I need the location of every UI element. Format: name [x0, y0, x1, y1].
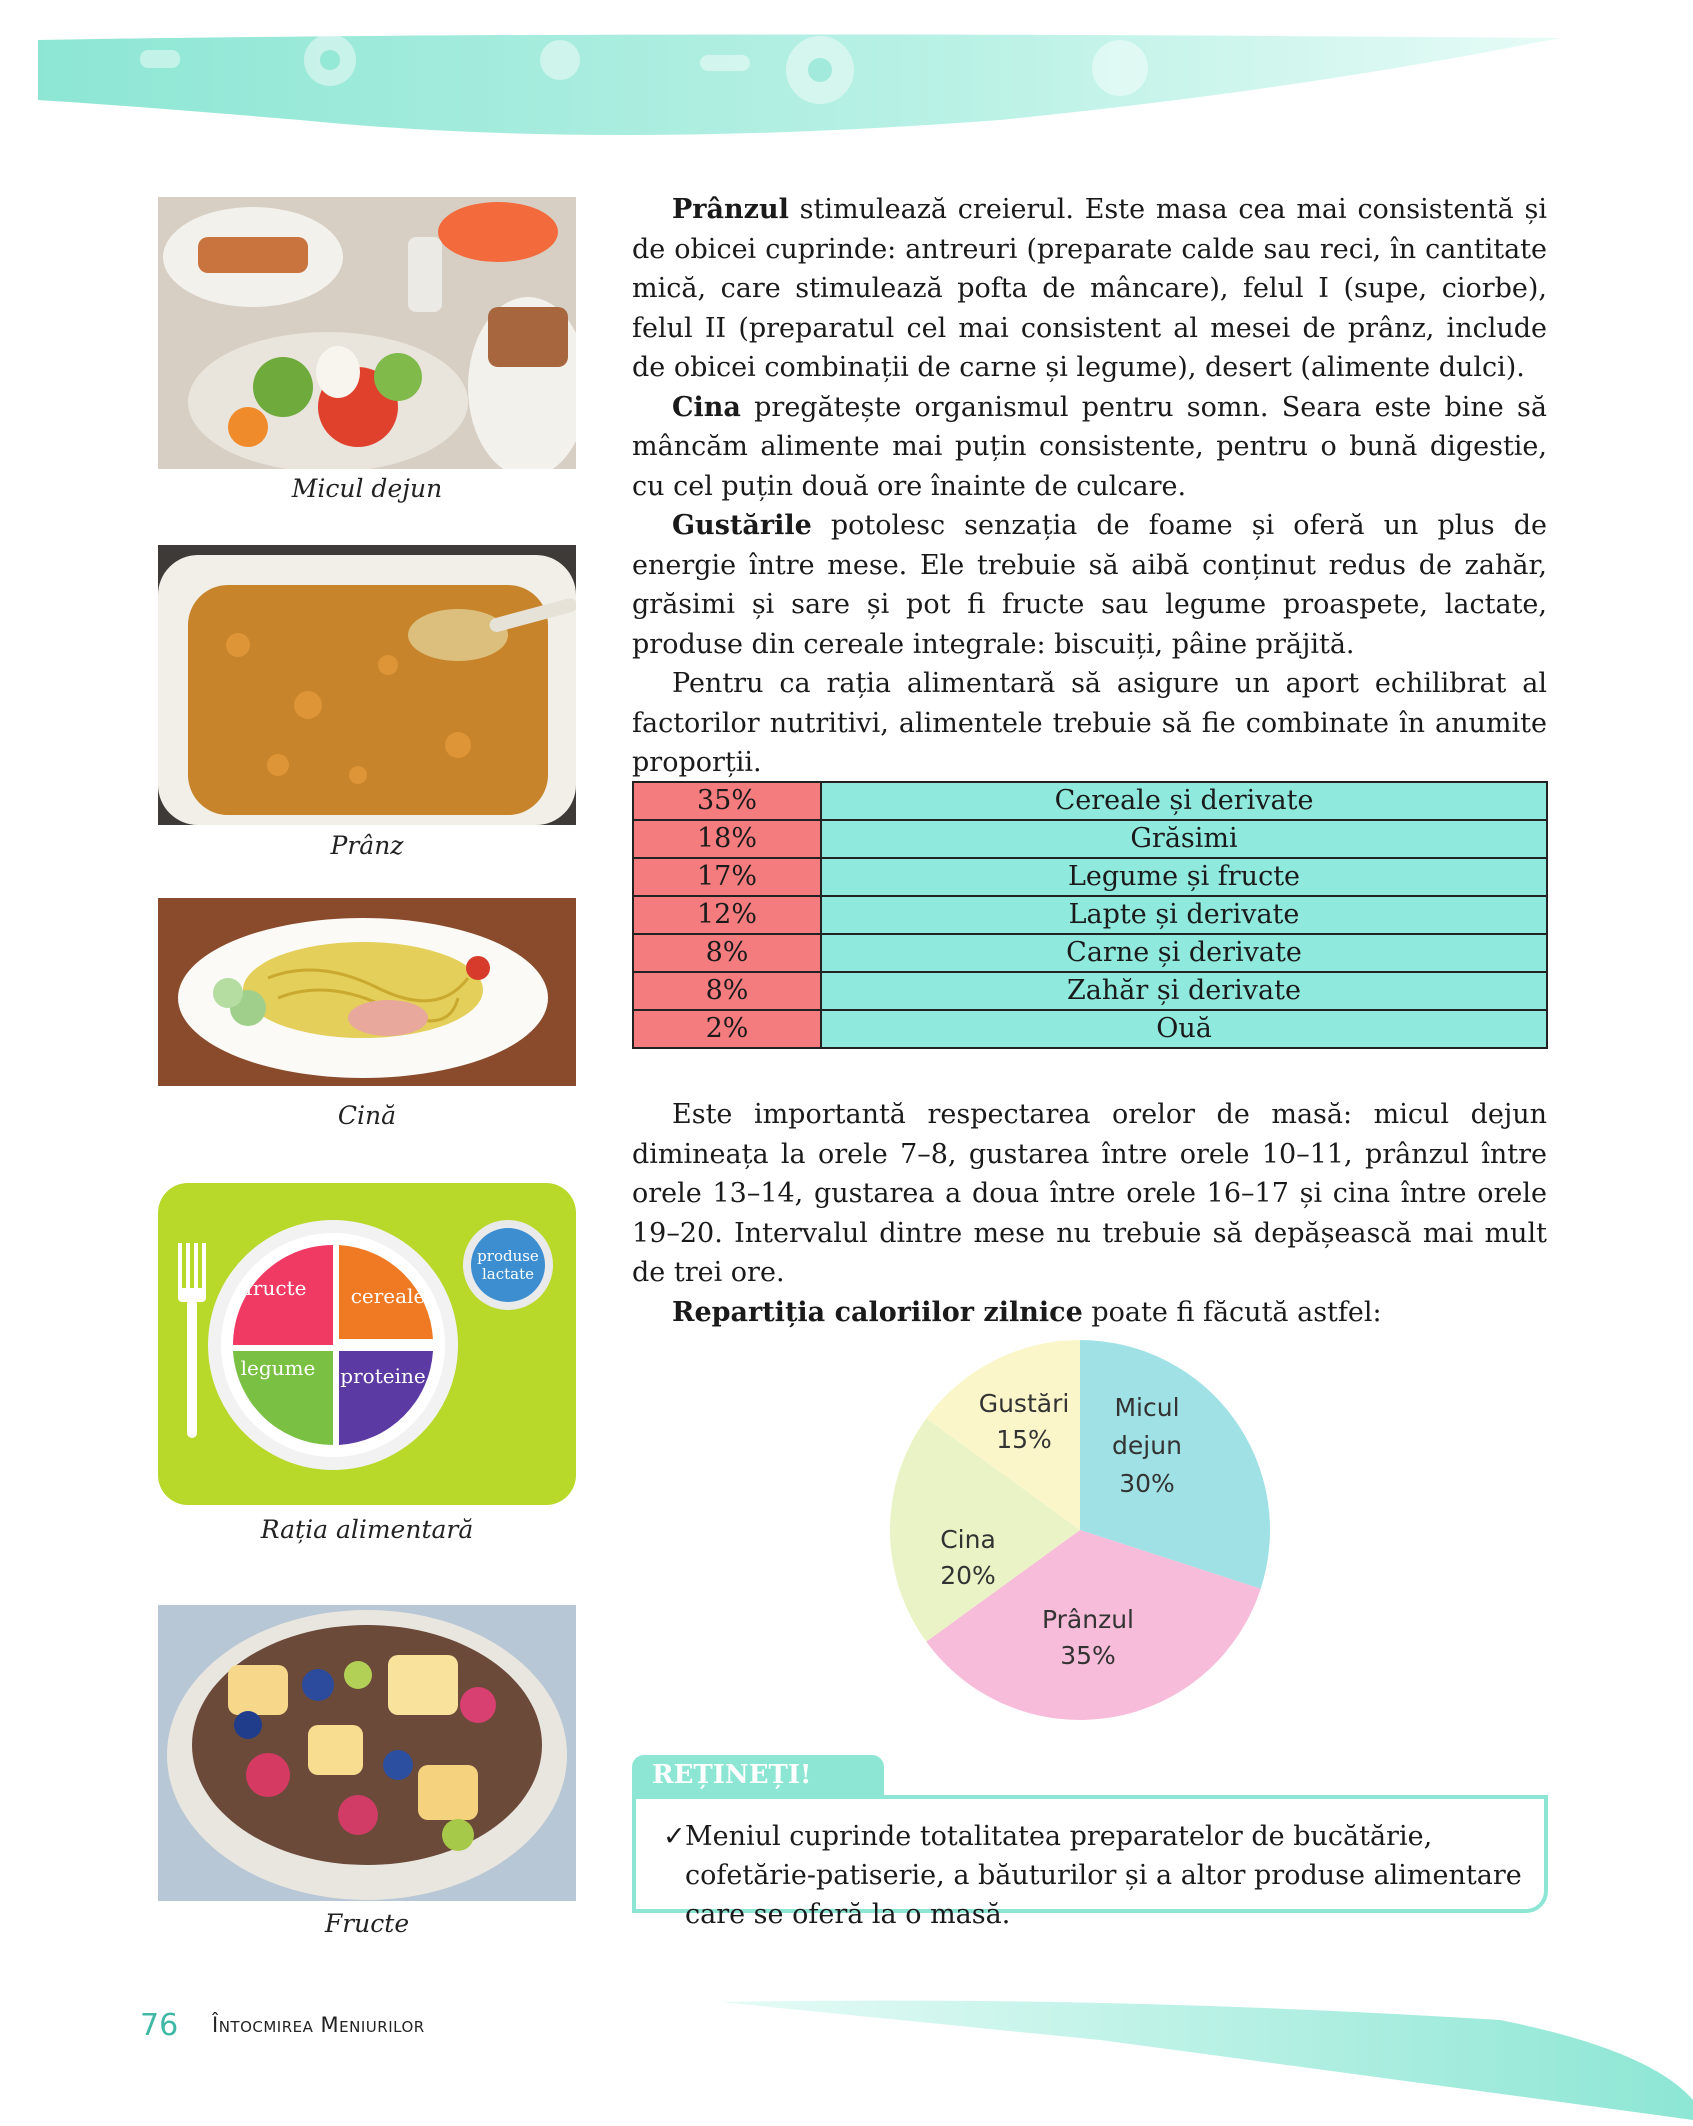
- plate-label-proteine: proteine: [340, 1364, 426, 1388]
- table-cell-percent: 12%: [633, 896, 821, 934]
- table-row: [633, 972, 1547, 1010]
- caption-ratia: Rația alimentară: [260, 1515, 474, 1544]
- body-text-lower: [632, 1095, 1547, 1332]
- paragraph-pranzul-text: stimulează creierul. Este masa cea mai consistentă și de obicei cuprinde: antreuri (preparate calde sau reci, în cantitate mică, care stimulează pofta de mâncare), felul I (supe, ciorbe), felul II (preparatul cel mai consistent al mesei de prânz, include de obicei combinații de carne și legume), desert (alimente dulci).: [632, 194, 1547, 383]
- table-cell-percent: 17%: [633, 858, 821, 896]
- pie-label: 35%: [1060, 1641, 1116, 1670]
- table-row: [633, 782, 1547, 820]
- paragraph-ratia: Pentru ca rația alimentară să asigure un aport echilibrat al factorilor nutritivi, alimentele trebuie să fie combinate în anumite proporții.: [632, 668, 1547, 778]
- pie-label: 20%: [940, 1561, 996, 1590]
- table-cell-percent: 8%: [633, 934, 821, 972]
- retineti-title: REȚINEȚI!: [652, 1760, 812, 1790]
- pie-label: Cina: [940, 1525, 996, 1554]
- term-cina: Cina: [672, 391, 741, 423]
- table-row: [633, 934, 1547, 972]
- page-number: 76: [140, 2008, 179, 2043]
- pie-label: 30%: [1119, 1469, 1175, 1498]
- table-cell-percent: 8%: [633, 972, 821, 1010]
- table-cell-category: Ouă: [821, 1010, 1547, 1048]
- caption-fructe: Fructe: [324, 1909, 410, 1938]
- retineti-tab: [632, 1755, 884, 1797]
- table-cell-percent: 18%: [633, 820, 821, 858]
- caption-micul-dejun: Micul dejun: [291, 474, 443, 503]
- top-decorative-banner: [0, 0, 1693, 150]
- photo-micul-dejun: [158, 197, 576, 469]
- illustration-ratia-alimentara: [158, 1183, 576, 1505]
- paragraph-orele-de-masa: Este importantă respectarea orelor de masă: micul dejun dimineața la orele 7–8, gustarea între orele 10–11, prânzul între orele 13–14, gustarea a doua între orele 16–17 și cina între orele 19–20. Intervalul dintre mese nu trebuie să depășească mai mult de trei ore.: [632, 1099, 1547, 1288]
- photo-pranz: [158, 545, 576, 825]
- plate-label-fructe: fructe: [245, 1276, 307, 1300]
- table-row: [633, 858, 1547, 896]
- caption-cina: Cină: [337, 1101, 397, 1130]
- paragraph-repartitia: [632, 1293, 1547, 1333]
- table-cell-category: Zahăr și derivate: [821, 972, 1547, 1010]
- pie-label: Prânzul: [1042, 1605, 1134, 1634]
- table-cell-category: Cereale și derivate: [821, 782, 1547, 820]
- table-cell-category: Lapte și derivate: [821, 896, 1547, 934]
- table-cell-category: Legume și fructe: [821, 858, 1547, 896]
- photo-fructe: [158, 1605, 576, 1901]
- retineti-text: Meniul cuprinde totalitatea preparatelor de bucătărie, cofetărie-patiserie, a băuturilor și a altor produse alimentare care se oferă la o masă.: [685, 1821, 1522, 1930]
- pie-label: 15%: [996, 1425, 1052, 1454]
- caption-pranz: Prânz: [330, 831, 404, 860]
- retineti-content: [663, 1817, 1525, 1934]
- table-row: [633, 896, 1547, 934]
- food-proportions-table: [632, 781, 1548, 1049]
- pie-label: dejun: [1112, 1431, 1182, 1460]
- plate-label-legume: legume: [240, 1356, 316, 1380]
- table-cell-category: Carne și derivate: [821, 934, 1547, 972]
- table-cell-category: Grăsimi: [821, 820, 1547, 858]
- checkmark-icon: ✓: [663, 1821, 686, 1852]
- plate-label-lactate-line2: lactate: [481, 1265, 535, 1283]
- paragraph-cina: [632, 388, 1547, 507]
- body-text-upper: [632, 190, 1547, 783]
- table-cell-percent: 2%: [633, 1010, 821, 1048]
- paragraph-pranzul: [632, 190, 1547, 388]
- term-pranzul: Prânzul: [672, 194, 789, 225]
- paragraph-gustarile-text: potolesc senzația de foame și oferă un plus de energie între mese. Ele trebuie să aibă conținut redus de zahăr, grăsimi și sare și pot fi fructe sau legume proaspete, lactate, produse din cereale integrale: biscuiți, pâine prăjită.: [632, 510, 1547, 660]
- pie-label: Gustări: [978, 1389, 1070, 1418]
- table-cell-percent: 35%: [633, 782, 821, 820]
- paragraph-cina-text: pregătește organismul pentru somn. Seara este bine să mâncăm alimente mai puțin consistente, pentru o bună digestie, cu cel puțin două ore înainte de culcare.: [632, 391, 1547, 502]
- term-repartitia: Repartiția caloriilor zilnice: [672, 1296, 1083, 1328]
- plate-label-cereale: cereale: [350, 1284, 426, 1308]
- chapter-title: Întocmirea Meniurilor: [212, 2013, 425, 2037]
- paragraph-gustarile: [632, 506, 1547, 664]
- term-gustarile: Gustările: [672, 510, 812, 541]
- table-row: [633, 820, 1547, 858]
- photo-cina: [158, 898, 576, 1086]
- calories-pie-chart: [880, 1330, 1280, 1730]
- table-row: [633, 1010, 1547, 1048]
- paragraph-repartitia-text: poate fi făcută astfel:: [1082, 1296, 1382, 1328]
- bottom-decorative-banner: [700, 1990, 1693, 2126]
- plate-label-lactate-line1: produse: [477, 1247, 539, 1265]
- pie-label: Micul: [1114, 1393, 1180, 1422]
